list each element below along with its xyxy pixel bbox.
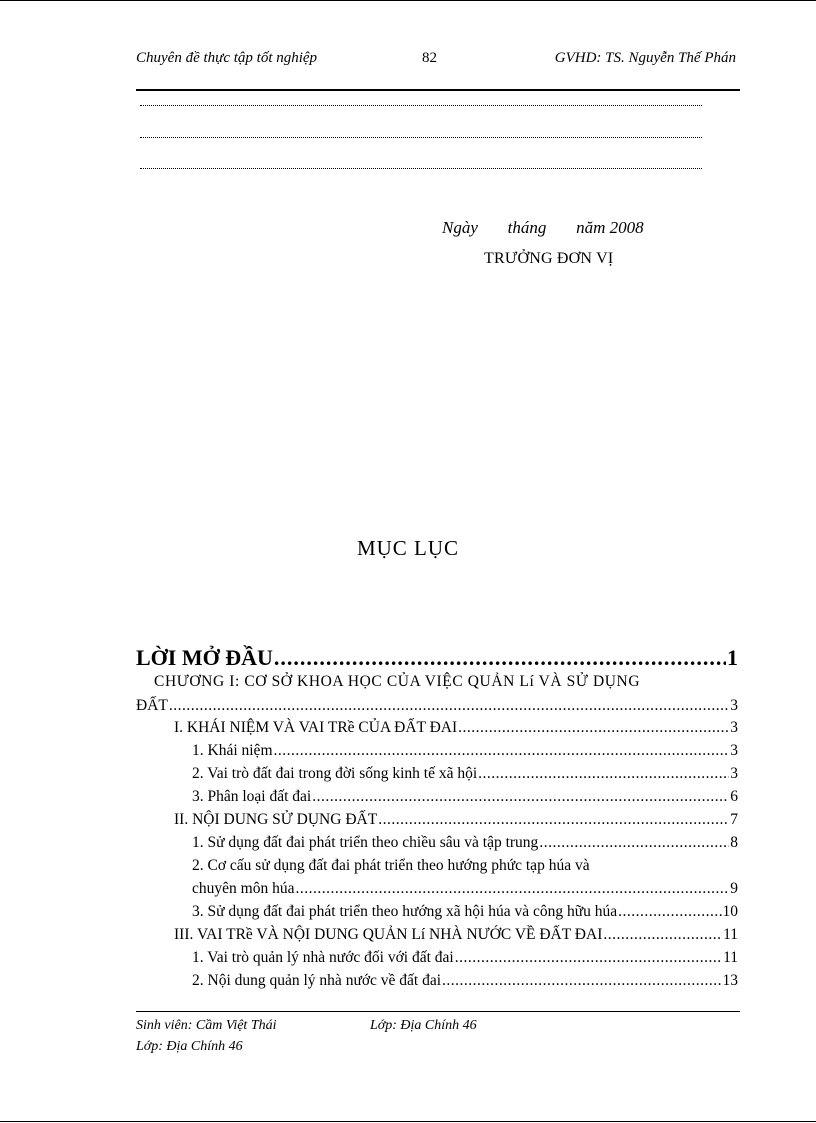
toc-entry-page: 3 (730, 697, 738, 714)
toc-entry-page: 3 (730, 742, 738, 759)
header-rule (136, 89, 740, 91)
toc-entry[interactable] (192, 972, 738, 990)
toc-entry[interactable] (174, 811, 738, 829)
toc-leader-dots (442, 972, 721, 990)
toc-leader-dots (478, 765, 729, 783)
dotted-line (140, 167, 702, 169)
toc-entry-page: 13 (722, 972, 738, 989)
toc-entry[interactable] (192, 949, 738, 967)
toc-entry[interactable] (192, 788, 738, 806)
toc-leader-dots (274, 645, 726, 671)
toc-entry-page: 3 (730, 765, 738, 782)
toc-leader-dots (312, 788, 729, 806)
toc-title: MỤC LỤC (356, 536, 460, 560)
toc-entry-text: 1. Sử dụng đất đai phát triển theo chiều sâu và tập trung (192, 834, 539, 851)
toc-entry-text: CHƯƠNG I: CƠ SỞ KHOA HỌC CỦA VIỆC QUẢN Lí VÀ SỬ DỤNG (154, 673, 641, 690)
toc-entry-page: 6 (730, 788, 738, 805)
page-footer (136, 1015, 477, 1057)
dotted-line (140, 104, 702, 106)
toc-entry[interactable] (192, 880, 738, 898)
toc-entry[interactable] (174, 926, 738, 944)
toc-leader-dots (378, 811, 729, 829)
toc-entry-text: 1. Vai trò quản lý nhà nước đối với đất đai (192, 949, 454, 966)
toc-entry[interactable] (192, 903, 738, 921)
footer-student: Sinh viên: Cầm Việt Thái (136, 1018, 277, 1033)
toc-entry-text: 3. Sử dụng đất đai phát triển theo hướng xã hội húa và công hữu húa (192, 903, 618, 920)
header-page-number: 82 (422, 50, 437, 66)
header-report-title: Chuyên đề thực tập tốt nghiệp (136, 50, 318, 66)
toc-entry-page: 9 (730, 880, 738, 897)
toc-leader-dots (603, 926, 722, 944)
page-header (136, 46, 740, 72)
footer-class: Lớp: Địa Chính 46 (370, 1018, 477, 1033)
toc-entry[interactable] (154, 673, 724, 691)
toc-entry[interactable] (136, 645, 738, 671)
toc-entry-page: 8 (730, 834, 738, 851)
toc-leader-dots (274, 742, 730, 760)
toc-leader-dots (618, 903, 721, 921)
toc-entry[interactable] (192, 742, 738, 760)
toc-entry-text: 1. Khái niệm (192, 742, 273, 759)
toc-leader-dots (169, 697, 729, 715)
toc-entry-page: 10 (722, 903, 738, 920)
toc-entry[interactable] (192, 857, 738, 875)
toc-entry-text: chuyên môn húa (192, 880, 295, 897)
toc-entry-text: 3. Phân loại đất đai (192, 788, 312, 805)
toc-entry-page: 3 (730, 719, 738, 736)
toc-entry[interactable] (136, 697, 738, 715)
toc-entry-page: 11 (723, 926, 738, 943)
toc-entry-page: 11 (723, 949, 738, 966)
dotted-line (140, 136, 702, 138)
toc-entry-page: 1 (727, 645, 738, 670)
toc-entry[interactable] (192, 834, 738, 852)
signature-date: Ngày tháng năm 2008 (442, 218, 644, 237)
toc-leader-dots (455, 949, 722, 967)
toc-leader-dots (539, 834, 729, 852)
toc-entry-text: 2. Nội dung quản lý nhà nước về đất đai (192, 972, 442, 989)
toc-leader-dots (295, 880, 729, 898)
toc-entry-text: 2. Vai trò đất đai trong đời sống kinh tế xã hội (192, 765, 478, 782)
footer-class-second: Lớp: Địa Chính 46 (136, 1039, 243, 1054)
toc-entry-text: 2. Cơ cấu sử dụng đất đai phát triển theo hướng phức tạp húa và (192, 857, 590, 874)
signature-unit-title: TRƯỞNG ĐƠN VỊ (484, 250, 614, 267)
toc-entry[interactable] (174, 719, 738, 737)
toc-entry-page: 7 (730, 811, 738, 828)
page-top-border (0, 0, 816, 1)
header-supervisor: GVHD: TS. Nguyễn Thế Phán (554, 50, 736, 66)
toc-entry[interactable] (192, 765, 738, 783)
toc-entry-text: I. KHÁI NIỆM VÀ VAI TRề CỦA ĐẤT ĐAI (174, 719, 458, 736)
toc-entry-text: LỜI MỞ ĐẦU (136, 645, 273, 670)
footer-rule (136, 1011, 740, 1012)
page-bottom-border (0, 1121, 816, 1122)
toc-entry-text: II. NỘI DUNG SỬ DỤNG ĐẤT (174, 811, 378, 828)
toc-entry-text: ĐẤT (136, 697, 168, 714)
toc-leader-dots (458, 719, 729, 737)
toc-entry-text: III. VAI TRề VÀ NỘI DUNG QUẢN Lí NHÀ NƯỚC VỀ ĐẤT ĐAI (174, 926, 603, 943)
